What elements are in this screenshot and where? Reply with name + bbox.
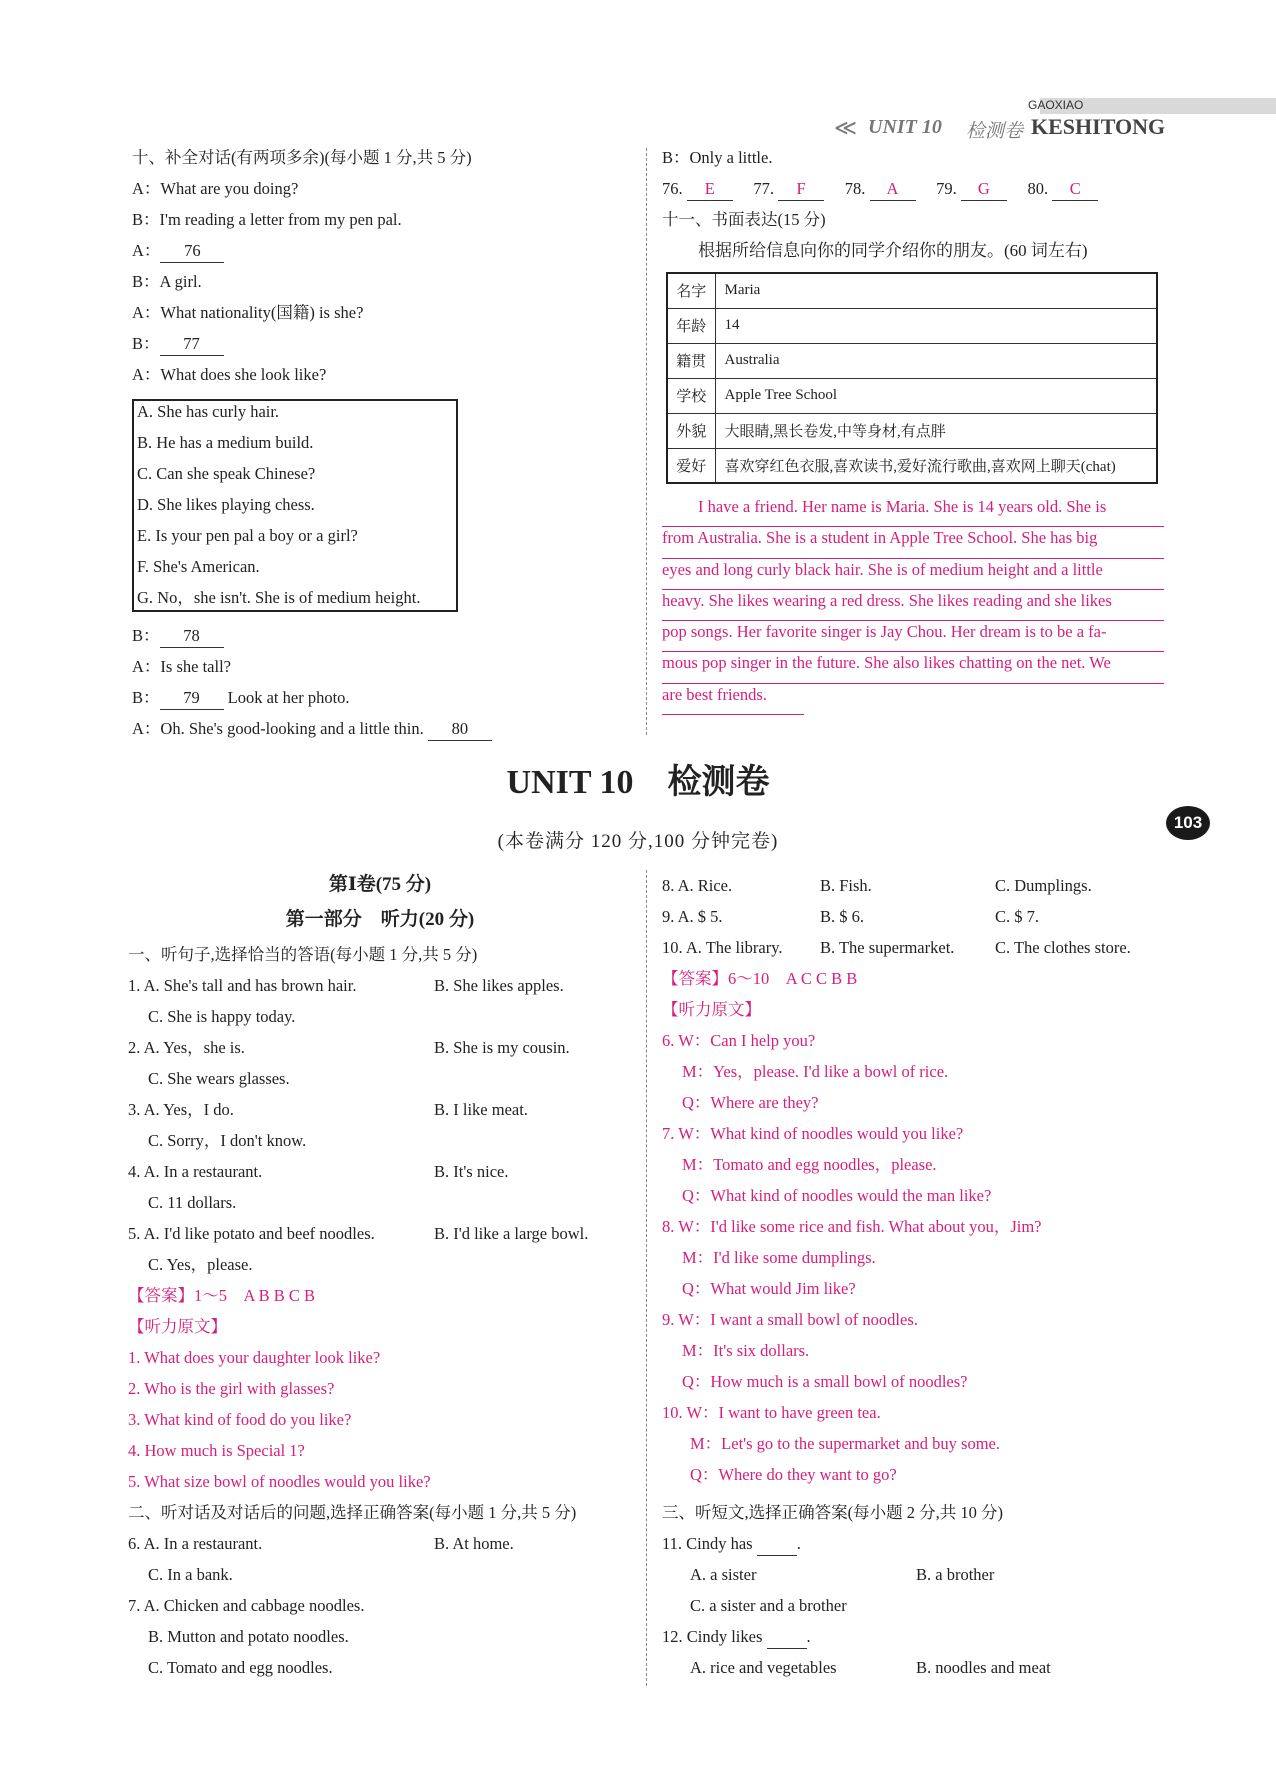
column-divider-top (646, 148, 647, 735)
q8-b: B. Fish. (820, 876, 872, 895)
dialog-line-5: A：What nationality(国籍) is she? (132, 303, 364, 322)
answer-6-10: 【答案】6～10 A C C B B (662, 969, 858, 988)
table-row: 学校 Apple Tree School (667, 378, 1157, 413)
dialog-line-3: A： 76 (132, 240, 224, 263)
header-unit: UNIT 10 (868, 116, 942, 138)
essay-line: mous pop singer in the future. She also likes chatting on the net. We (662, 652, 1164, 683)
q11-a: A. a sister (690, 1565, 757, 1584)
q8-a: 8. A. Rice. (662, 876, 733, 895)
script2-line: Q：Where do they want to go? (690, 1465, 897, 1484)
script-1: 1. What does your daughter look like? (128, 1348, 381, 1367)
script2-line: 7. W：What kind of noodles would you like? (662, 1124, 964, 1143)
dialog-line-10: B： 79 Look at her photo. (132, 687, 350, 710)
q9-c: C. $ 7. (995, 907, 1040, 926)
table-row: 名字 Maria (667, 273, 1157, 308)
section10-title: 十、补全对话(有两项多余)(每小题 1 分,共 5 分) (132, 148, 472, 167)
q12-b: B. noodles and meat (916, 1658, 1051, 1677)
script2-line: M：Tomato and egg noodles，please. (682, 1155, 937, 1174)
answer-77: F (778, 178, 824, 201)
answer-79: G (961, 178, 1007, 201)
q11-c: C. a sister and a brother (690, 1596, 847, 1615)
q6-b: B. At home. (434, 1534, 514, 1553)
essay-line: pop songs. Her favorite singer is Jay Chou. Her dream is to be a fa- (662, 621, 1164, 652)
q4-c: C. 11 dollars. (148, 1193, 237, 1212)
q2-c: C. She wears glasses. (148, 1069, 290, 1088)
q1-b: B. She likes apples. (434, 976, 564, 995)
q5-b: B. I'd like a large bowl. (434, 1224, 589, 1243)
info-table (666, 272, 1158, 484)
option-f: F. She's American. (137, 557, 260, 576)
script-3: 3. What kind of food do you like? (128, 1410, 352, 1429)
q2-a: 2. A. Yes，she is. (128, 1038, 245, 1057)
header-brand-small: GAOXIAO (1028, 98, 1084, 112)
section11-title: 十一、书面表达(15 分) (662, 210, 826, 229)
unit-title: UNIT 10 检测卷 (506, 764, 770, 801)
dialog-line-8: B： 78 (132, 625, 224, 648)
essay-line: eyes and long curly black hair. She is of medium height and a little (662, 559, 1164, 590)
blank-q12 (767, 1626, 807, 1649)
table-row: 籍贯 Australia (667, 343, 1157, 378)
script2-line: 6. W：Can I help you? (662, 1031, 816, 1050)
q4-b: B. It's nice. (434, 1162, 509, 1181)
section1-title: 一、听句子,选择恰当的答语(每小题 1 分,共 5 分) (128, 945, 478, 964)
dialog-line-6: B： 77 (132, 333, 224, 356)
script-5: 5. What size bowl of noodles would you like? (128, 1472, 431, 1491)
script2-line: 9. W：I want a small bowl of noodles. (662, 1310, 918, 1329)
option-d: D. She likes playing chess. (137, 495, 315, 514)
q5-c: C. Yes，please. (148, 1255, 253, 1274)
q10-b: B. The supermarket. (820, 938, 955, 957)
volume-title: 第Ⅰ卷(75 分) (328, 874, 432, 895)
q10-a: 10. A. The library. (662, 938, 783, 957)
model-essay (662, 496, 1164, 715)
header-title-cn: 检测卷 (966, 121, 1024, 142)
blank-78: 78 (160, 625, 224, 648)
option-g: G. No，she isn't. She is of medium height. (137, 588, 421, 607)
answer-row: 76. E 77. F 78. A 79. G 80. C (662, 178, 1098, 201)
script-2: 2. Who is the girl with glasses? (128, 1379, 335, 1398)
q7-b: B. Mutton and potato noodles. (148, 1627, 349, 1646)
q3-b: B. I like meat. (434, 1100, 528, 1119)
script2-line: Q：What would Jim like? (682, 1279, 856, 1298)
q10-c: C. The clothes store. (995, 938, 1131, 957)
q6-a: 6. A. In a restaurant. (128, 1534, 263, 1553)
page-number: 103 (1166, 806, 1210, 840)
script2-line: 10. W：I want to have green tea. (662, 1403, 881, 1422)
option-c: C. Can she speak Chinese? (137, 464, 316, 483)
q12-a: A. rice and vegetables (690, 1658, 837, 1677)
essay-line: are best friends. (662, 684, 804, 715)
dialog-line-2: B：I'm reading a letter from my pen pal. (132, 210, 402, 229)
table-row: 外貌 大眼睛,黑长卷发,中等身材,有点胖 (667, 413, 1157, 448)
script-label-1: 【听力原文】 (128, 1317, 227, 1336)
q3-c: C. Sorry，I don't know. (148, 1131, 307, 1150)
q5-a: 5. A. I'd like potato and beef noodles. (128, 1224, 375, 1243)
section2-title: 二、听对话及对话后的问题,选择正确答案(每小题 1 分,共 5 分) (128, 1503, 577, 1522)
blank-79: 79 (160, 687, 224, 710)
essay-line: from Australia. She is a student in Apple Tree School. She has big (662, 527, 1164, 558)
answer-78: A (870, 178, 916, 201)
dialog-b-line: B：Only a little. (662, 148, 773, 167)
q2-b: B. She is my cousin. (434, 1038, 570, 1057)
dialog-line-1: A：What are you doing? (132, 179, 299, 198)
unit-subtitle: (本卷满分 120 分,100 分钟完卷) (497, 831, 779, 852)
script-label-2: 【听力原文】 (662, 1000, 761, 1019)
script2-line: 8. W：I'd like some rice and fish. What about you，Jim? (662, 1217, 1042, 1236)
script2-line: Q：What kind of noodles would the man like? (682, 1186, 992, 1205)
q11: 11. Cindy has . (662, 1533, 801, 1556)
blank-q11 (757, 1533, 797, 1556)
q4-a: 4. A. In a restaurant. (128, 1162, 263, 1181)
header-brand: KESHITONG (1031, 114, 1166, 139)
section3-title: 三、听短文,选择正确答案(每小题 2 分,共 10 分) (662, 1503, 1003, 1522)
q1-a: 1. A. She's tall and has brown hair. (128, 976, 357, 995)
script2-line: M：Let's go to the supermarket and buy some. (690, 1434, 1000, 1453)
table-row: 爱好 喜欢穿红色衣服,喜欢读书,爱好流行歌曲,喜欢网上聊天(chat) (667, 448, 1157, 483)
blank-76: 76 (160, 240, 224, 263)
q8-c: C. Dumplings. (995, 876, 1092, 895)
q7-c: C. Tomato and egg noodles. (148, 1658, 333, 1677)
q9-a: 9. A. $ 5. (662, 907, 723, 926)
q12: 12. Cindy likes . (662, 1626, 811, 1649)
dialog-line-7: A：What does she look like? (132, 365, 327, 384)
essay-line: I have a friend. Her name is Maria. She is 14 years old. She is (662, 496, 1164, 527)
option-b: B. He has a medium build. (137, 433, 314, 452)
script2-line: M：Yes，please. I'd like a bowl of rice. (682, 1062, 949, 1081)
q3-a: 3. A. Yes，I do. (128, 1100, 234, 1119)
dialog-line-4: B：A girl. (132, 272, 202, 291)
q7-a: 7. A. Chicken and cabbage noodles. (128, 1596, 365, 1615)
script2-line: M：It's six dollars. (682, 1341, 810, 1360)
answer-80: C (1052, 178, 1098, 201)
blank-80: 80 (428, 718, 492, 741)
option-e: E. Is your pen pal a boy or a girl? (137, 526, 358, 545)
q6-c: C. In a bank. (148, 1565, 233, 1584)
dialog-line-11: A：Oh. She's good-looking and a little thin. 80 (132, 718, 492, 741)
script2-line: M：I'd like some dumplings. (682, 1248, 876, 1267)
header-arrows-icon: ≪ (834, 115, 858, 140)
script2-line: Q：How much is a small bowl of noodles? (682, 1372, 968, 1391)
q9-b: B. $ 6. (820, 907, 865, 926)
answer-1-5: 【答案】1～5 A B B C B (128, 1286, 316, 1305)
q11-b: B. a brother (916, 1565, 995, 1584)
script-4: 4. How much is Special 1? (128, 1441, 305, 1460)
essay-line: heavy. She likes wearing a red dress. She likes reading and she likes (662, 590, 1164, 621)
column-divider-bottom (646, 870, 647, 1686)
blank-77: 77 (160, 333, 224, 356)
script2-line: Q：Where are they? (682, 1093, 819, 1112)
table-row: 年龄 14 (667, 308, 1157, 343)
dialog-line-9: A：Is she tall? (132, 657, 231, 676)
option-a: A. She has curly hair. (137, 402, 280, 421)
section11-instruction: 根据所给信息向你的同学介绍你的朋友。(60 词左右) (698, 241, 1088, 260)
part-title: 第一部分 听力(20 分) (285, 909, 475, 930)
q1-c: C. She is happy today. (148, 1007, 296, 1026)
answer-76: E (687, 178, 733, 201)
